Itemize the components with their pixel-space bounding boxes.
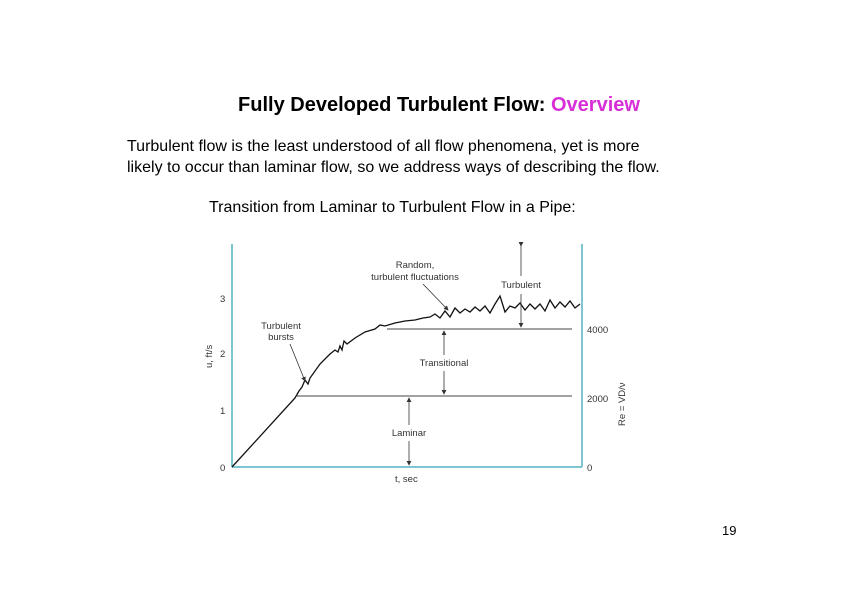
slide-title	[0, 94, 842, 117]
intro-paragraph	[127, 136, 787, 178]
paragraph-line: Turbulent flow is the least understood of all flow phenomena, yet is more	[127, 138, 640, 155]
figure-caption: Transition from Laminar to Turbulent Flow in a Pipe:	[209, 199, 576, 216]
transition-figure	[195, 238, 645, 488]
y-axis-label: u, ft/s	[204, 344, 215, 368]
x-axis-label: t, sec	[395, 474, 418, 485]
paragraph-line: likely to occur than laminar flow, so we address ways of describing the flow.	[127, 159, 660, 176]
annotation-turbulent-bursts: Turbulent	[261, 321, 301, 332]
y-tick-label: 0	[220, 463, 226, 474]
annotation-arrow	[290, 344, 305, 381]
title-accent: Overview	[551, 94, 640, 116]
transition-chart	[195, 238, 645, 488]
re-tick-label: 0	[587, 463, 593, 474]
annotation-laminar: Laminar	[391, 428, 427, 439]
y-tick-label: 2	[220, 349, 226, 360]
y-tick-label: 1	[220, 406, 226, 417]
page-number: 19	[722, 523, 737, 538]
re-tick-label: 4000	[587, 325, 609, 336]
title-main: Fully Developed Turbulent Flow:	[238, 94, 551, 116]
annotation-random: Random,	[395, 260, 435, 271]
re-axis-label: Re = VD/ν	[617, 382, 628, 426]
annotation-turbulent-bursts: bursts	[268, 332, 294, 343]
re-tick-label: 2000	[587, 394, 609, 405]
annotation-random: turbulent fluctuations	[371, 272, 459, 283]
annotation-transitional: Transitional	[419, 358, 469, 369]
y-tick-label: 3	[220, 294, 226, 305]
annotation-turbulent: Turbulent	[501, 280, 541, 291]
annotation-arrow	[423, 284, 448, 310]
